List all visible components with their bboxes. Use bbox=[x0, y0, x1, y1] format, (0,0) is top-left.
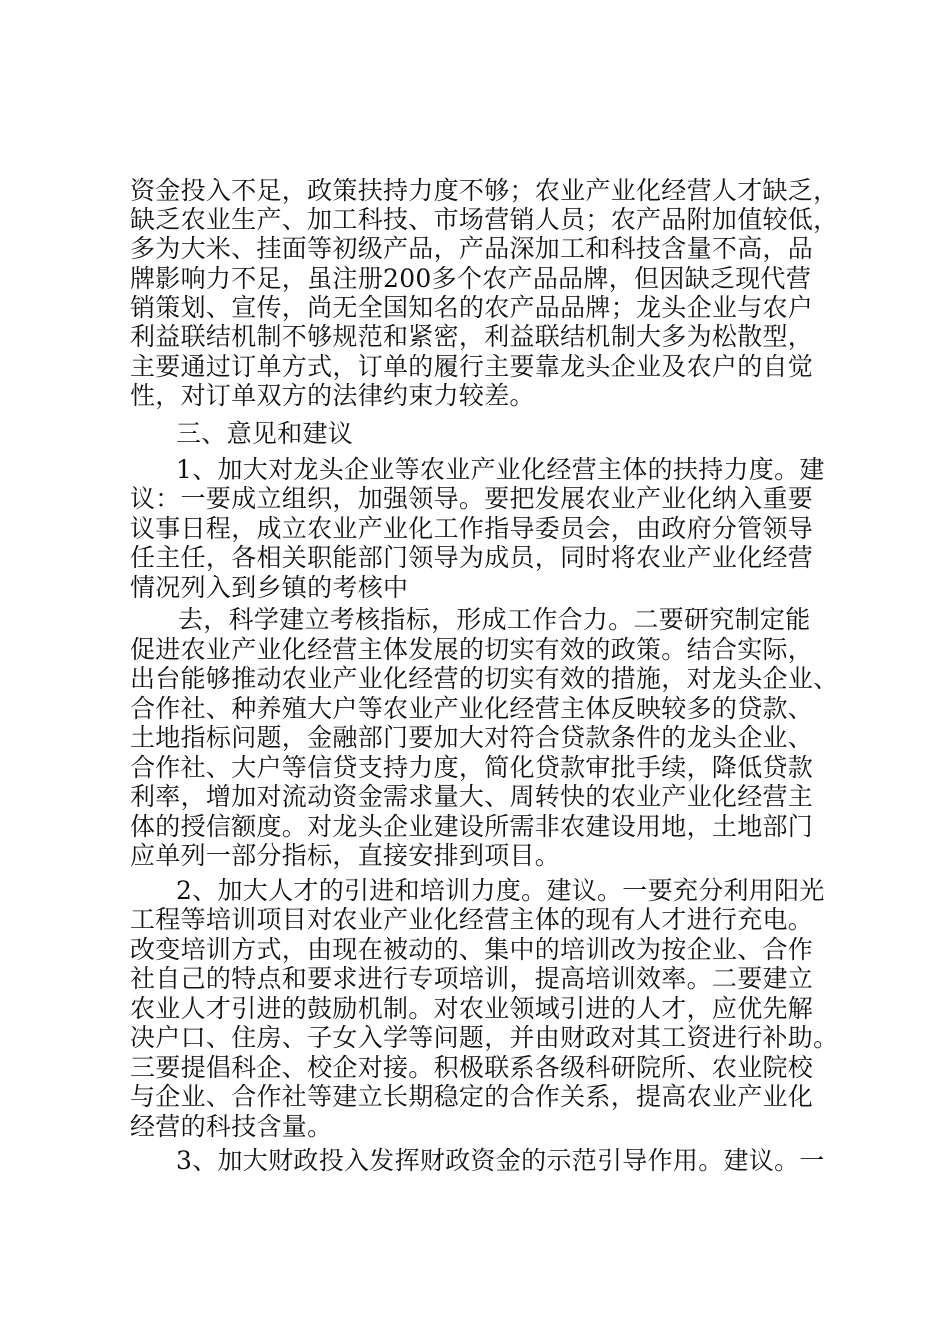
body-text-line: 出台能够推动农业产业化经营的切实有效的措施，对龙头企业、 bbox=[130, 664, 839, 693]
body-text-line: 改变培训方式，由现在被动的、集中的培训改为按企业、合作 bbox=[130, 935, 814, 964]
body-text-line: 资金投入不足，政策扶持力度不够；农业产业化经营人才缺乏， bbox=[130, 176, 839, 205]
body-text-line: 三要提倡科企、校企对接。积极联系各级科研院所、农业院校 bbox=[130, 1053, 814, 1082]
body-text-line: 主要通过订单方式，订单的履行主要靠龙头企业及农户的自觉 bbox=[130, 352, 814, 381]
body-text-line: 与企业、合作社等建立长期稳定的合作关系，提高农业产业化 bbox=[130, 1082, 814, 1111]
body-text-line: 利益联结机制不够规范和紧密，利益联结机制大多为松散型， bbox=[130, 322, 814, 351]
body-text-line: 决户口、住房、子女入学等问题，并由财政对其工资进行补助。 bbox=[130, 1023, 839, 1052]
body-text-line: 工程等培训项目对农业产业化经营主体的现有人才进行充电。 bbox=[130, 905, 814, 934]
section-heading: 三、意见和建议 bbox=[176, 419, 354, 448]
paragraph-first-line: 2、加大人才的引进和培训力度。建议。一要充分利用阳光 bbox=[176, 876, 825, 905]
paragraph-first-line: 1、加大对龙头企业等农业产业化经营主体的扶持力度。建 bbox=[176, 455, 825, 484]
paragraph-first-line: 去，科学建立考核指标，形成工作合力。二要研究制定能 bbox=[178, 605, 811, 634]
body-text-line: 促进农业产业化经营主体发展的切实有效的政策。结合实际， bbox=[130, 635, 814, 664]
body-text-line: 体的授信额度。对龙头企业建设所需非农建设用地，土地部门 bbox=[130, 812, 814, 841]
body-text-line: 应单列一部分指标，直接安排到项目。 bbox=[130, 841, 561, 870]
body-text-line: 多为大米、挂面等初级产品，产品深加工和科技含量不高，品 bbox=[130, 234, 814, 263]
body-text-line: 土地指标问题，金融部门要加大对符合贷款条件的龙头企业、 bbox=[130, 723, 814, 752]
body-text-line: 销策划、宣传，尚无全国知名的农产品品牌；龙头企业与农户 bbox=[130, 293, 814, 322]
body-text-line: 合作社、种养殖大户等农业产业化经营主体反映较多的贷款、 bbox=[130, 694, 814, 723]
body-text-line: 农业人才引进的鼓励机制。对农业领域引进的人才，应优先解 bbox=[130, 994, 814, 1023]
body-text-line: 牌影响力不足，虽注册200多个农产品品牌，但因缺乏现代营 bbox=[130, 264, 812, 293]
body-text-line: 社自己的特点和要求进行专项培训，提高培训效率。二要建立 bbox=[130, 964, 814, 993]
body-text-line: 任主任，各相关职能部门领导为成员，同时将农业产业化经营 bbox=[130, 543, 814, 572]
body-text-line: 性，对订单双方的法律约束力较差。 bbox=[130, 381, 535, 410]
body-text-line: 经营的科技含量。 bbox=[130, 1112, 333, 1141]
body-text-line: 缺乏农业生产、加工科技、市场营销人员；农产品附加值较低， bbox=[130, 205, 839, 234]
body-text-line: 情况列入到乡镇的考核中 bbox=[130, 573, 409, 602]
body-text-line: 利率，增加对流动资金需求量大、周转快的农业产业化经营主 bbox=[130, 782, 814, 811]
paragraph-first-line: 3、加大财政投入发挥财政资金的示范引导作用。建议。一 bbox=[176, 1146, 825, 1175]
body-text-line: 合作社、大户等信贷支持力度，简化贷款审批手续，降低贷款 bbox=[130, 753, 814, 782]
body-text-line: 议事日程，成立农业产业化工作指导委员会，由政府分管领导 bbox=[130, 514, 814, 543]
body-text-line: 议：一要成立组织，加强领导。要把发展农业产业化纳入重要 bbox=[130, 484, 814, 513]
